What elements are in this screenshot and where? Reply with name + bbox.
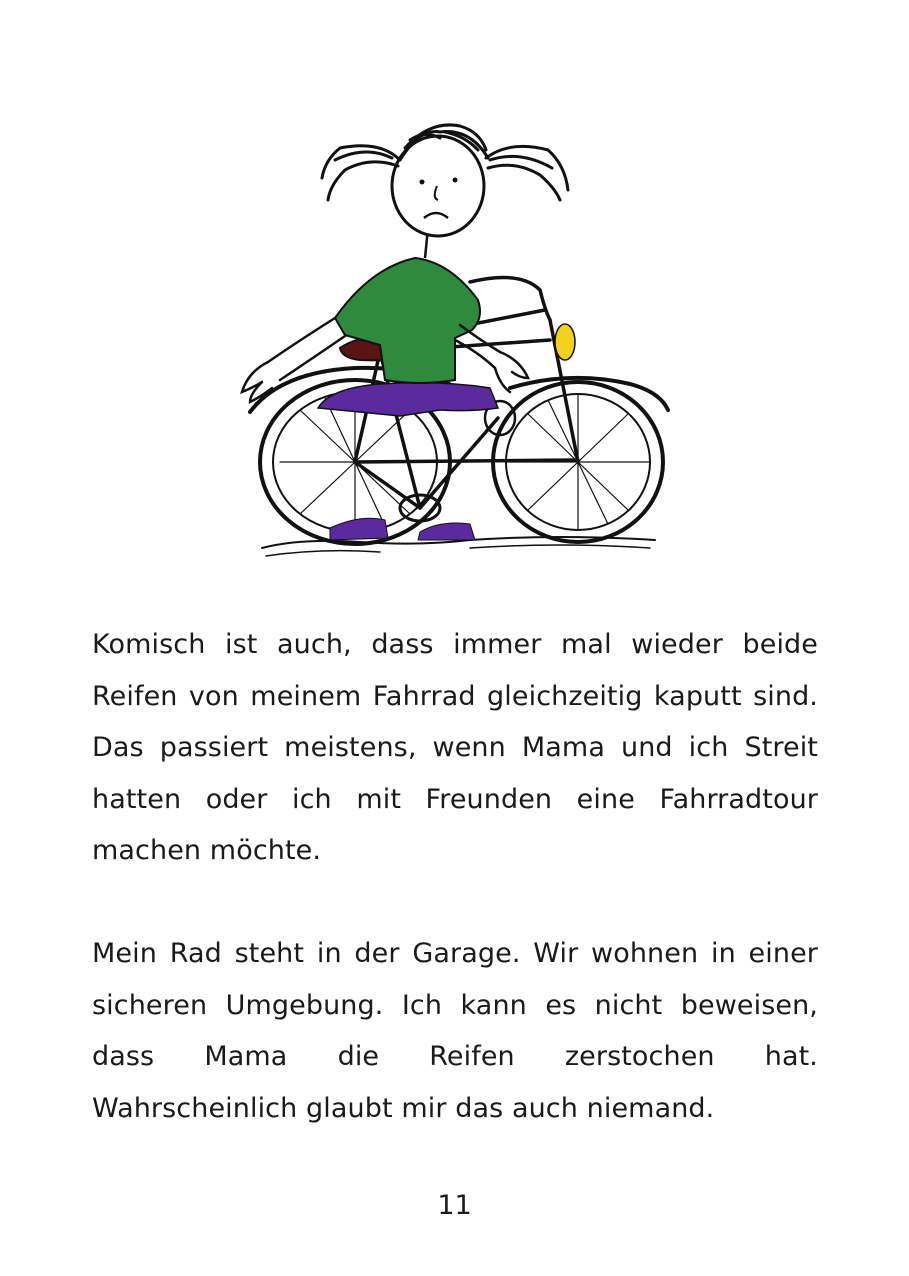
girl-with-bicycle-illustration <box>230 115 680 565</box>
paragraph-2-container <box>92 928 818 1134</box>
paragraph-1-container <box>92 619 818 877</box>
paragraph-1: Komisch ist auch, dass immer mal wieder beide Reifen von meinem Fahrrad gleichzeitig kaputt sind. Das passiert meistens, wenn Mama und ich Streit hatten oder ich mit Freunden eine Fahrradtour machen möchte. <box>92 629 818 866</box>
page-number: 11 <box>437 1190 472 1221</box>
paragraph-2: Mein Rad steht in der Garage. Wir wohnen in einer sicheren Umgebung. Ich kann es nicht beweisen, dass Mama die Reifen zerstochen hat. Wahrscheinlich glaubt mir das auch niemand. <box>92 938 818 1124</box>
